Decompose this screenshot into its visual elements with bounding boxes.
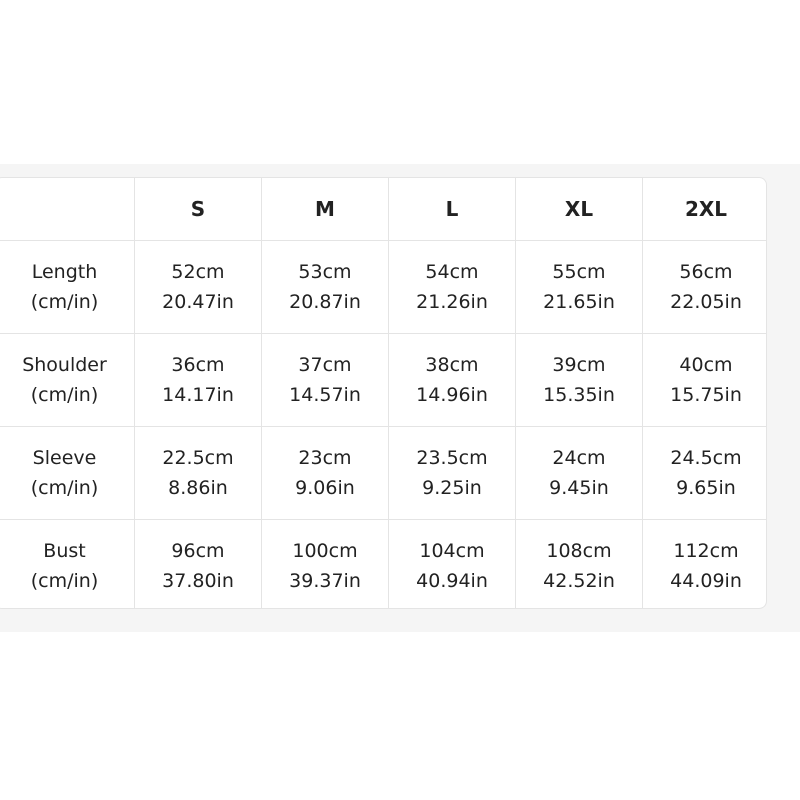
row-label-shoulder	[0, 334, 135, 427]
row-label-length	[0, 241, 135, 334]
table-cell	[135, 520, 262, 610]
cm-value: 36cm	[171, 354, 225, 376]
table-cell	[389, 334, 516, 427]
size-header-s: S	[135, 178, 262, 241]
table-cell	[516, 520, 643, 610]
in-value: 44.09in	[670, 570, 742, 592]
in-value: 37.80in	[162, 570, 234, 592]
table-cell	[262, 520, 389, 610]
cm-value: 96cm	[171, 540, 225, 562]
table-row-length	[0, 241, 767, 334]
in-value: 39.37in	[289, 570, 361, 592]
in-value: 9.65in	[676, 477, 736, 499]
row-label-name: Sleeve	[32, 447, 97, 469]
in-value: 22.05in	[670, 291, 742, 313]
cm-value: 104cm	[419, 540, 485, 562]
cm-value: 55cm	[552, 261, 606, 283]
size-header-xl: XL	[516, 178, 643, 241]
in-value: 9.25in	[422, 477, 482, 499]
in-value: 42.52in	[543, 570, 615, 592]
cm-value: 37cm	[298, 354, 352, 376]
size-header-l: L	[389, 178, 516, 241]
cm-value: 108cm	[546, 540, 612, 562]
size-chart-table	[0, 177, 767, 609]
table-cell	[135, 334, 262, 427]
size-header-2xl: 2XL	[643, 178, 768, 241]
in-value: 9.06in	[295, 477, 355, 499]
table-cell	[262, 427, 389, 520]
table-row-shoulder	[0, 334, 767, 427]
table-cell	[643, 334, 768, 427]
cm-value: 54cm	[425, 261, 479, 283]
cm-value: 40cm	[679, 354, 733, 376]
row-label-bust	[0, 520, 135, 610]
cm-value: 23cm	[298, 447, 352, 469]
table-row-sleeve	[0, 427, 767, 520]
cm-value: 24cm	[552, 447, 606, 469]
in-value: 15.35in	[543, 384, 615, 406]
table-cell	[643, 241, 768, 334]
table-cell	[643, 427, 768, 520]
row-label-unit: (cm/in)	[30, 291, 99, 313]
table-cell	[135, 241, 262, 334]
row-label-name: Shoulder	[22, 354, 107, 376]
row-label-sleeve	[0, 427, 135, 520]
in-value: 20.87in	[289, 291, 361, 313]
row-label-name: Length	[31, 261, 98, 283]
cm-value: 100cm	[292, 540, 358, 562]
in-value: 40.94in	[416, 570, 488, 592]
in-value: 14.96in	[416, 384, 488, 406]
cm-value: 38cm	[425, 354, 479, 376]
cm-value: 22.5cm	[162, 447, 234, 469]
cm-value: 39cm	[552, 354, 606, 376]
cm-value: 52cm	[171, 261, 225, 283]
in-value: 14.17in	[162, 384, 234, 406]
size-chart-panel	[0, 164, 800, 632]
row-label-unit: (cm/in)	[30, 570, 99, 592]
size-header-m: M	[262, 178, 389, 241]
table-cell	[135, 427, 262, 520]
table-cell	[389, 427, 516, 520]
in-value: 21.65in	[543, 291, 615, 313]
row-label-unit: (cm/in)	[30, 477, 99, 499]
table-cell	[262, 334, 389, 427]
table-cell	[389, 241, 516, 334]
cm-value: 53cm	[298, 261, 352, 283]
table-cell	[389, 520, 516, 610]
table-row-bust	[0, 520, 767, 610]
in-value: 9.45in	[549, 477, 609, 499]
corner-cell	[0, 178, 135, 241]
size-header-row	[0, 178, 767, 241]
in-value: 15.75in	[670, 384, 742, 406]
in-value: 8.86in	[168, 477, 228, 499]
cm-value: 24.5cm	[670, 447, 742, 469]
cm-value: 23.5cm	[416, 447, 488, 469]
table-cell	[262, 241, 389, 334]
cm-value: 112cm	[673, 540, 739, 562]
table-cell	[516, 334, 643, 427]
in-value: 14.57in	[289, 384, 361, 406]
table-cell	[516, 427, 643, 520]
in-value: 20.47in	[162, 291, 234, 313]
table-cell	[516, 241, 643, 334]
size-chart-card	[0, 177, 767, 609]
cm-value: 56cm	[679, 261, 733, 283]
row-label-unit: (cm/in)	[30, 384, 99, 406]
row-label-name: Bust	[43, 540, 86, 562]
in-value: 21.26in	[416, 291, 488, 313]
table-cell	[643, 520, 768, 610]
